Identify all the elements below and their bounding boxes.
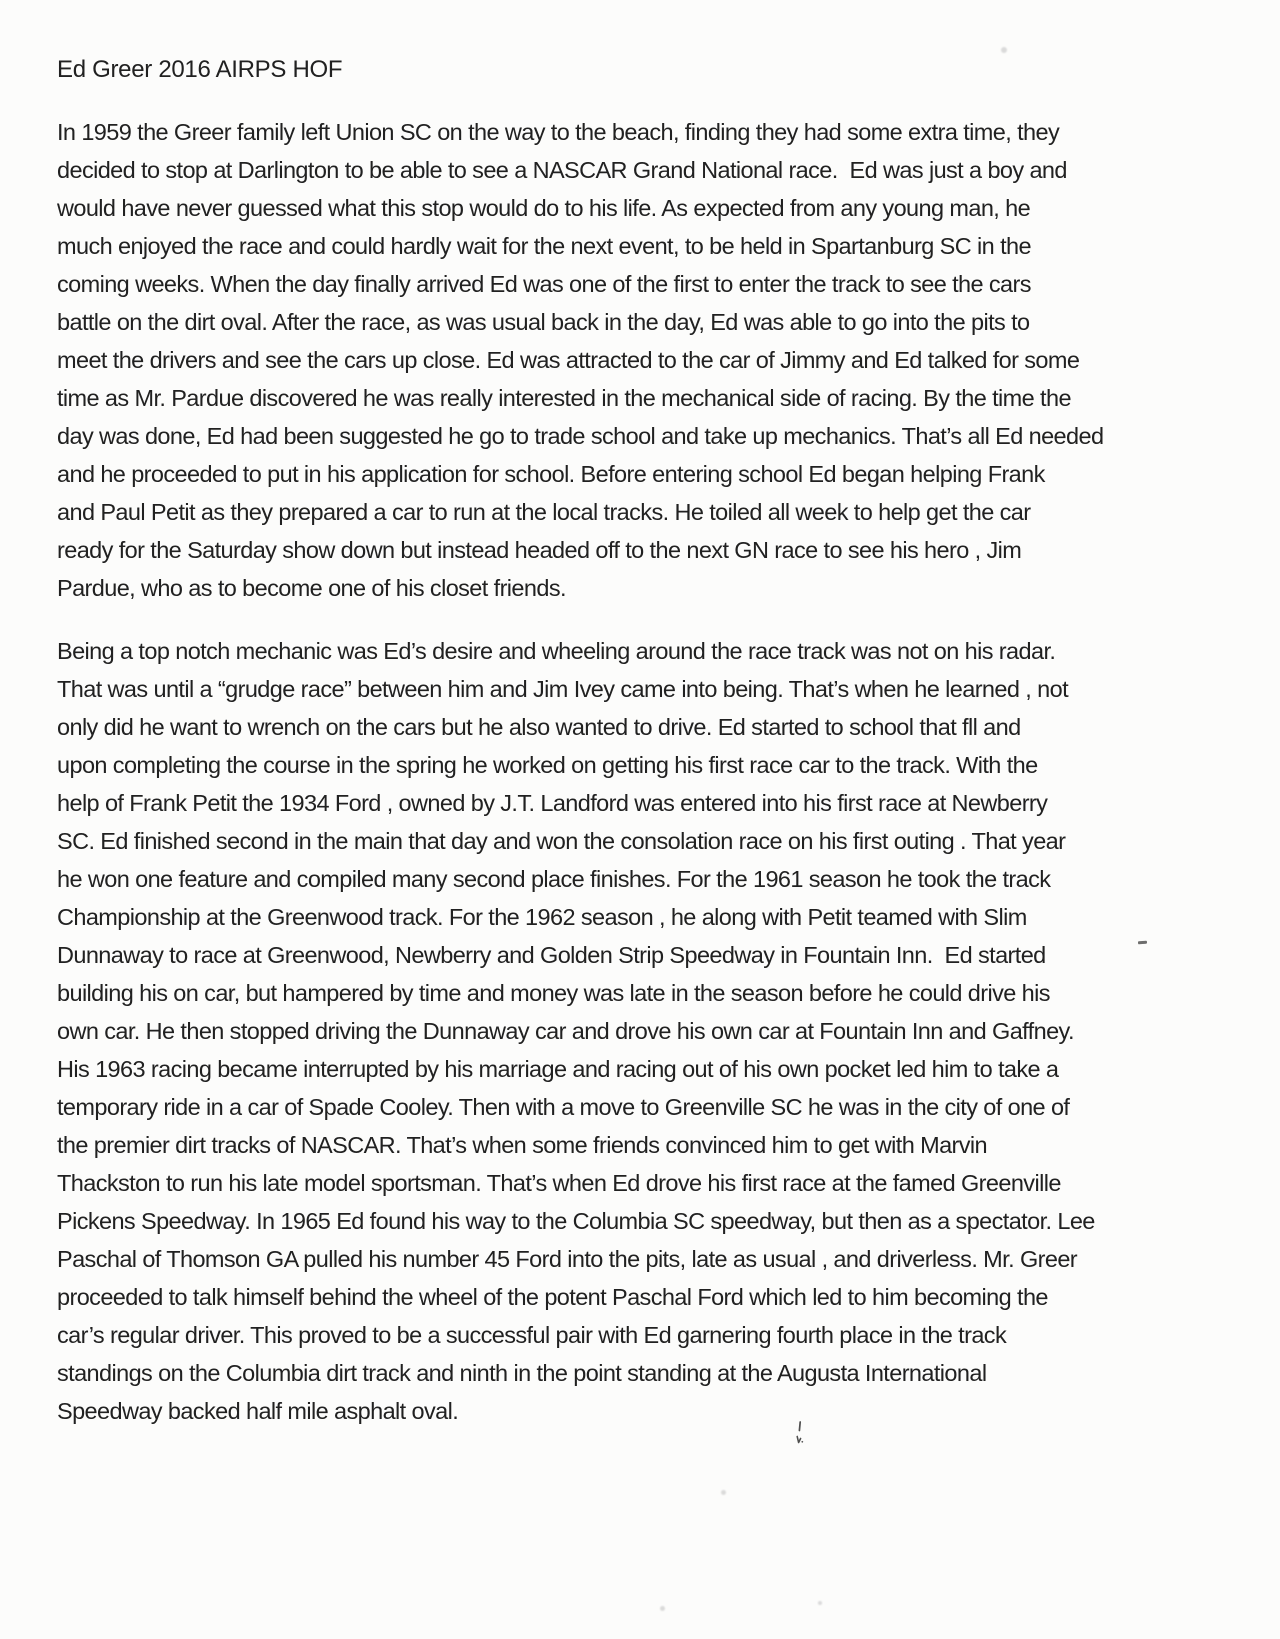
text-line: SC. Ed finished second in the main that day and won the consolation race on his first outing . That year xyxy=(57,828,1066,854)
text-line: Pardue, who as to become one of his closet friends. xyxy=(57,575,566,601)
text-line: much enjoyed the race and could hardly wait for the next event, to be held in Spartanburg SC in the xyxy=(57,233,1031,259)
text-line: time as Mr. Pardue discovered he was really interested in the mechanical side of racing. By the time the xyxy=(57,385,1071,411)
text-line: In 1959 the Greer family left Union SC on the way to the beach, finding they had some extra time, they xyxy=(57,119,1060,145)
document-title: Ed Greer 2016 AIRPS HOF xyxy=(57,56,343,83)
text-line: and Paul Petit as they prepared a car to run at the local tracks. He toiled all week to help get the car xyxy=(57,499,1031,525)
text-line: coming weeks. When the day finally arrived Ed was one of the first to enter the track to see the cars xyxy=(57,271,1031,297)
scan-speck xyxy=(818,1601,822,1605)
scan-speck xyxy=(660,1606,665,1611)
text-line: proceeded to talk himself behind the wheel of the potent Paschal Ford which led to him becoming the xyxy=(57,1284,1048,1310)
text-line: upon completing the course in the spring he worked on getting his first race car to the track. With the xyxy=(57,752,1038,778)
text-line: would have never guessed what this stop would do to his life. As expected from any young man, he xyxy=(57,195,1031,221)
text-line: Being a top notch mechanic was Ed’s desire and wheeling around the race track was not on his radar. xyxy=(57,638,1056,664)
text-line: Paschal of Thomson GA pulled his number 45 Ford into the pits, late as usual , and driverless. Mr. Greer xyxy=(57,1246,1078,1272)
text-line: help of Frank Petit the 1934 Ford , owned by J.T. Landford was entered into his first race at Newberry xyxy=(57,790,1048,816)
text-line: battle on the dirt oval. After the race, as was usual back in the day, Ed was able to go into the pits to xyxy=(57,309,1030,335)
paragraph xyxy=(57,632,1227,1430)
text-line: Championship at the Greenwood track. For the 1962 season , he along with Petit teamed with Slim xyxy=(57,904,1027,930)
text-line: decided to stop at Darlington to be able to see a NASCAR Grand National race. Ed was just a boy and xyxy=(57,157,1067,183)
document-content xyxy=(57,0,1227,1455)
text-line: meet the drivers and see the cars up close. Ed was attracted to the car of Jimmy and Ed talked for some xyxy=(57,347,1080,373)
scan-speck xyxy=(721,1490,726,1495)
text-line: That was until a “grudge race” between him and Jim Ivey came into being. That’s when he learned , not xyxy=(57,676,1068,702)
text-line: car’s regular driver. This proved to be a successful pair with Ed garnering fourth place in the track xyxy=(57,1322,1007,1348)
text-line: only did he want to wrench on the cars but he also wanted to drive. Ed started to school that fll and xyxy=(57,714,1021,740)
text-line: day was done, Ed had been suggested he go to trade school and take up mechanics. That’s all Ed needed xyxy=(57,423,1104,449)
text-line: Dunnaway to race at Greenwood, Newberry and Golden Strip Speedway in Fountain Inn. Ed started xyxy=(57,942,1046,968)
text-line: and he proceeded to put in his application for school. Before entering school Ed began helping Frank xyxy=(57,461,1045,487)
text-line: standings on the Columbia dirt track and ninth in the point standing at the Augusta International xyxy=(57,1360,987,1386)
text-line: the premier dirt tracks of NASCAR. That’s when some friends convinced him to get with Marvin xyxy=(57,1132,988,1158)
text-line: His 1963 racing became interrupted by his marriage and racing out of his own pocket led him to take a xyxy=(57,1056,1059,1082)
text-line: Thackston to run his late model sportsman. That’s when Ed drove his first race at the famed Greenville xyxy=(57,1170,1061,1196)
text-line: Speedway backed half mile asphalt oval. xyxy=(57,1398,459,1424)
text-line: building his on car, but hampered by time and money was late in the season before he could drive his xyxy=(57,980,1050,1006)
text-line: ready for the Saturday show down but instead headed off to the next GN race to see his hero , Jim xyxy=(57,537,1022,563)
text-line: temporary ride in a car of Spade Cooley. Then with a move to Greenville SC he was in the city of one of xyxy=(57,1094,1070,1120)
document-body xyxy=(57,113,1227,1430)
paragraph xyxy=(57,113,1227,607)
text-line: Pickens Speedway. In 1965 Ed found his way to the Columbia SC speedway, but then as a spectator. Lee xyxy=(57,1208,1095,1234)
text-line: own car. He then stopped driving the Dunnaway car and drove his own car at Fountain Inn and Gaffney. xyxy=(57,1018,1074,1044)
text-line: he won one feature and compiled many second place finishes. For the 1961 season he took the track xyxy=(57,866,1051,892)
